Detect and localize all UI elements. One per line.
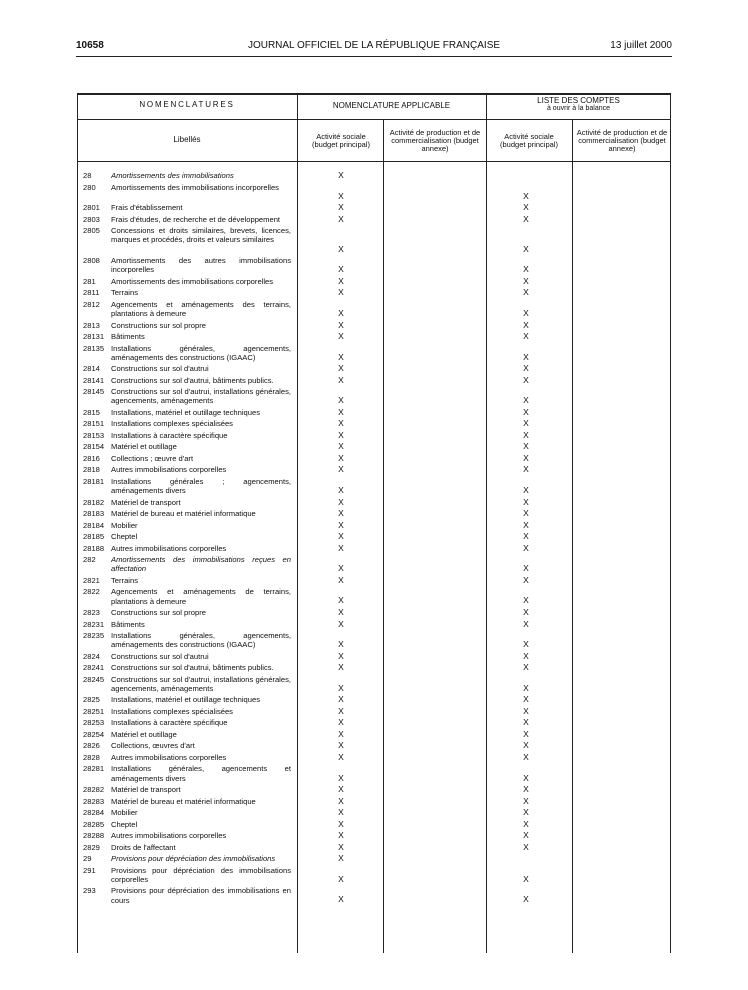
mark-activite-sociale: X	[338, 331, 344, 341]
account-label: Constructions sur sol d'autrui, installations générales, agencements, aménagements	[111, 674, 291, 693]
col-divider-3	[486, 93, 487, 953]
mark-balance-activite-sociale: X	[523, 830, 529, 841]
account-code: 282	[83, 555, 96, 565]
mark-balance-activite-sociale: X	[523, 485, 529, 496]
table-right-border	[670, 93, 671, 953]
account-label: Installations, matériel et outillage techniques	[111, 695, 261, 705]
account-label: Matériel et outillage	[111, 442, 177, 452]
account-code: 293	[83, 886, 96, 896]
mark-balance-activite-sociale: X	[523, 618, 529, 629]
mark-activite-sociale: X	[338, 395, 344, 406]
account-label: Amortissements des immobilisations reçues en affectation	[111, 555, 291, 574]
mark-activite-sociale: X	[338, 452, 344, 463]
mark-balance-activite-sociale: X	[523, 574, 529, 585]
mark-balance-activite-sociale: X	[523, 374, 529, 385]
mark-activite-sociale: X	[338, 772, 344, 783]
col-divider-2	[383, 119, 384, 953]
mark-balance-activite-sociale: X	[523, 772, 529, 783]
mark-balance-activite-sociale: X	[523, 595, 529, 606]
account-code: 2821	[83, 575, 100, 585]
account-code: 281	[83, 276, 96, 286]
mark-balance-activite-sociale: X	[523, 894, 529, 905]
mark-balance-activite-sociale: X	[523, 441, 529, 452]
account-code: 2801	[83, 203, 100, 213]
mark-balance-activite-sociale: X	[523, 452, 529, 463]
journal-title: JOURNAL OFFICIEL DE LA RÉPUBLIQUE FRANÇAISE	[247, 40, 501, 51]
account-code: 28282	[83, 785, 105, 795]
mark-balance-activite-sociale: X	[523, 639, 529, 650]
account-label: Terrains	[111, 288, 139, 298]
account-code: 28	[83, 171, 92, 180]
account-label: Autres immobilisations corporelles	[111, 465, 227, 475]
account-code: 2822	[83, 587, 100, 597]
account-label: Matériel de bureau et matériel informatique	[111, 509, 256, 519]
mark-activite-sociale: X	[338, 190, 344, 201]
mark-activite-sociale: X	[338, 894, 344, 905]
account-code: 2824	[83, 651, 100, 661]
mark-activite-sociale: X	[338, 542, 344, 553]
subheader-libelles: Libellés	[173, 135, 201, 144]
mark-activite-sociale: X	[338, 243, 344, 254]
account-label: Matériel de transport	[111, 497, 181, 507]
mark-balance-activite-sociale: X	[523, 717, 529, 728]
mark-balance-activite-sociale: X	[523, 351, 529, 362]
account-label: Autres immobilisations corporelles	[111, 752, 227, 762]
account-code: 28183	[83, 509, 105, 519]
account-code: 28285	[83, 819, 105, 829]
mark-activite-sociale: X	[338, 287, 344, 298]
account-code: 2814	[83, 364, 100, 374]
account-label: Installations générales ; agencements, aménagements divers	[111, 476, 291, 496]
header-liste	[486, 97, 671, 113]
mark-balance-activite-sociale: X	[523, 418, 529, 429]
account-code: 28141	[83, 375, 105, 385]
subheader-col1: Activité sociale (budget principal)	[312, 132, 370, 149]
account-code: 291	[83, 865, 96, 875]
mark-activite-sociale: X	[338, 807, 344, 818]
account-label: Installations complexes spécialisées	[111, 706, 233, 716]
mark-balance-activite-sociale: X	[523, 363, 529, 374]
mark-activite-sociale: X	[338, 307, 344, 318]
mark-activite-sociale: X	[338, 574, 344, 585]
mark-activite-sociale: X	[338, 563, 344, 574]
mark-activite-sociale: X	[338, 406, 344, 417]
mark-balance-activite-sociale: X	[523, 213, 529, 224]
account-code: 2816	[83, 453, 100, 463]
mark-balance-activite-sociale: X	[523, 542, 529, 553]
account-label: Amortissements des immobilisations	[111, 171, 234, 180]
account-label: Constructions sur sol propre	[111, 608, 206, 617]
account-code: 2825	[83, 695, 100, 705]
account-code: 2805	[83, 226, 100, 236]
account-code: 28253	[83, 718, 105, 728]
mark-activite-sociale: X	[338, 531, 344, 542]
mark-balance-activite-sociale: X	[523, 694, 529, 705]
account-label: Matériel de transport	[111, 785, 181, 795]
mark-activite-sociale: X	[338, 319, 344, 330]
mark-balance-activite-sociale: X	[523, 682, 529, 693]
account-code: 28288	[83, 831, 105, 841]
header-liste-line1: LISTE DES COMPTES	[537, 96, 620, 105]
account-label: Installations, matériel et outillage techniques	[111, 407, 261, 417]
account-label: Mobilier	[111, 520, 138, 530]
publication-date: 13 juillet 2000	[610, 40, 672, 51]
account-label: Terrains	[111, 575, 139, 585]
account-code: 280	[83, 182, 96, 192]
account-label: Cheptel	[111, 819, 138, 829]
account-label: Installations complexes spécialisées	[111, 419, 233, 429]
mark-balance-activite-sociale: X	[523, 406, 529, 417]
account-label: Agencements et aménagements de terrains, plantations à demeure	[111, 587, 291, 606]
mark-activite-sociale: X	[338, 728, 344, 739]
mark-activite-sociale: X	[338, 374, 344, 385]
account-code: 28181	[83, 476, 105, 486]
account-label: Collections, œuvres d'art	[111, 741, 195, 751]
account-code: 2829	[83, 842, 100, 852]
mark-balance-activite-sociale: X	[523, 395, 529, 406]
header-divider	[77, 119, 671, 120]
account-label: Amortissements des autres immobilisations incorporelles	[111, 256, 291, 275]
mark-activite-sociale: X	[338, 682, 344, 693]
account-label: Constructions sur sol d'autrui	[111, 364, 209, 374]
mark-activite-sociale: X	[338, 873, 344, 884]
mark-balance-activite-sociale: X	[523, 496, 529, 507]
account-label: Amortissements des immobilisations corporelles	[111, 276, 274, 286]
mark-activite-sociale: X	[338, 694, 344, 705]
account-label: Bâtiments	[111, 332, 145, 341]
account-code: 28188	[83, 543, 105, 553]
account-code: 28135	[83, 343, 105, 353]
mark-activite-sociale: X	[338, 418, 344, 429]
account-label: Matériel et outillage	[111, 729, 177, 739]
mark-activite-sociale: X	[338, 830, 344, 841]
account-code: 2808	[83, 256, 100, 266]
mark-activite-sociale: X	[338, 351, 344, 362]
account-code: 2812	[83, 299, 100, 309]
account-code: 28241	[83, 663, 105, 673]
mark-balance-activite-sociale: X	[523, 740, 529, 751]
account-label: Installations générales, agencements et aménagements divers	[111, 764, 291, 783]
mark-activite-sociale: X	[338, 740, 344, 751]
account-label: Constructions sur sol d'autrui, installations générales, agencements, aménagements	[111, 387, 291, 406]
mark-balance-activite-sociale: X	[523, 705, 529, 716]
mark-balance-activite-sociale: X	[523, 464, 529, 475]
table-left-border	[77, 93, 78, 953]
mark-activite-sociale: X	[338, 508, 344, 519]
account-code: 2826	[83, 741, 100, 751]
account-label: Installations générales, agencements, aménagements des constructions (IGAAC)	[111, 631, 291, 650]
mark-activite-sociale: X	[338, 853, 344, 864]
mark-balance-activite-sociale: X	[523, 650, 529, 661]
mark-activite-sociale: X	[338, 441, 344, 452]
account-label: Agencements et aménagements des terrains, plantations à demeure	[111, 299, 291, 318]
mark-balance-activite-sociale: X	[523, 818, 529, 829]
account-code: 2813	[83, 320, 100, 330]
mark-activite-sociale: X	[338, 264, 344, 275]
account-code: 28151	[83, 419, 105, 429]
mark-activite-sociale: X	[338, 170, 344, 180]
account-label: Autres immobilisations corporelles	[111, 543, 227, 553]
mark-balance-activite-sociale: X	[523, 287, 529, 298]
mark-activite-sociale: X	[338, 519, 344, 530]
mark-activite-sociale: X	[338, 795, 344, 806]
account-code: 28283	[83, 796, 105, 806]
account-code: 2815	[83, 407, 100, 417]
mark-activite-sociale: X	[338, 705, 344, 716]
col-divider-1	[297, 93, 298, 953]
account-code: 28284	[83, 808, 105, 818]
account-code: 28131	[83, 332, 105, 341]
page-header	[76, 40, 672, 57]
account-code: 28245	[83, 674, 105, 684]
account-code: 2811	[83, 288, 100, 298]
mark-balance-activite-sociale: X	[523, 784, 529, 795]
mark-balance-activite-sociale: X	[523, 751, 529, 762]
account-code: 28184	[83, 520, 105, 530]
mark-balance-activite-sociale: X	[523, 275, 529, 286]
table-top-border	[77, 93, 671, 95]
mark-balance-activite-sociale: X	[523, 243, 529, 254]
account-code: 2828	[83, 752, 100, 762]
account-code: 28281	[83, 764, 105, 774]
subheader-col3: Activité sociale (budget principal)	[500, 132, 558, 149]
mark-balance-activite-sociale: X	[523, 264, 529, 275]
mark-activite-sociale: X	[338, 485, 344, 496]
mark-activite-sociale: X	[338, 496, 344, 507]
mark-activite-sociale: X	[338, 618, 344, 629]
account-code: 28185	[83, 532, 105, 542]
page-number: 10658	[76, 40, 104, 51]
mark-activite-sociale: X	[338, 607, 344, 617]
account-label: Installations à caractère spécifique	[111, 430, 228, 440]
account-label: Provisions pour dépréciation des immobilisations corporelles	[111, 865, 291, 884]
mark-balance-activite-sociale: X	[523, 429, 529, 440]
account-label: Bâtiments	[111, 619, 145, 629]
header-nomenclatures: NOMENCLATURES	[139, 100, 235, 109]
account-label: Constructions sur sol d'autrui, bâtiments publics.	[111, 375, 274, 385]
mark-activite-sociale: X	[338, 464, 344, 475]
account-label: Frais d'établissement	[111, 203, 183, 213]
nomenclature-table	[77, 93, 671, 953]
mark-balance-activite-sociale: X	[523, 807, 529, 818]
account-code: 28145	[83, 387, 105, 397]
mark-balance-activite-sociale: X	[523, 563, 529, 574]
account-code: 29	[83, 854, 92, 864]
col-divider-4	[572, 119, 573, 953]
account-label: Installations générales, agencements, aménagements des constructions (IGAAC)	[111, 343, 291, 362]
header-bottom-border	[77, 161, 671, 162]
mark-activite-sociale: X	[338, 841, 344, 852]
mark-activite-sociale: X	[338, 717, 344, 728]
account-label: Provisions pour dépréciation des immobilisations en cours	[111, 886, 291, 905]
mark-activite-sociale: X	[338, 751, 344, 762]
mark-balance-activite-sociale: X	[523, 873, 529, 884]
account-code: 2803	[83, 214, 100, 224]
mark-balance-activite-sociale: X	[523, 307, 529, 318]
mark-balance-activite-sociale: X	[523, 202, 529, 213]
account-code: 28153	[83, 430, 105, 440]
mark-balance-activite-sociale: X	[523, 841, 529, 852]
mark-balance-activite-sociale: X	[523, 607, 529, 617]
mark-activite-sociale: X	[338, 363, 344, 374]
mark-activite-sociale: X	[338, 639, 344, 650]
account-label: Installations à caractère spécifique	[111, 718, 228, 728]
subheader-col4: Activité de production et de commercialisation (budget annexe)	[576, 128, 668, 153]
mark-balance-activite-sociale: X	[523, 795, 529, 806]
account-code: 28182	[83, 497, 105, 507]
account-label: Matériel de bureau et matériel informatique	[111, 796, 256, 806]
mark-balance-activite-sociale: X	[523, 508, 529, 519]
account-label: Constructions sur sol d'autrui	[111, 651, 209, 661]
mark-balance-activite-sociale: X	[523, 190, 529, 201]
mark-activite-sociale: X	[338, 275, 344, 286]
mark-balance-activite-sociale: X	[523, 728, 529, 739]
account-code: 2818	[83, 465, 100, 475]
mark-activite-sociale: X	[338, 595, 344, 606]
account-label: Provisions pour dépréciation des immobilisations	[111, 854, 276, 864]
mark-activite-sociale: X	[338, 202, 344, 213]
account-label: Frais d'études, de recherche et de développement	[111, 214, 281, 224]
mark-activite-sociale: X	[338, 650, 344, 661]
mark-activite-sociale: X	[338, 818, 344, 829]
mark-balance-activite-sociale: X	[523, 519, 529, 530]
header-liste-line2: à ouvrir à la balance	[546, 105, 611, 112]
account-label: Amortissements des immobilisations incorporelles	[111, 182, 279, 192]
account-code: 28235	[83, 631, 105, 640]
account-label: Mobilier	[111, 808, 138, 818]
account-label: Droits de l'affectant	[111, 842, 176, 852]
mark-balance-activite-sociale: X	[523, 319, 529, 330]
account-label: Constructions sur sol propre	[111, 320, 206, 330]
mark-activite-sociale: X	[338, 213, 344, 224]
account-code: 28254	[83, 729, 105, 739]
mark-balance-activite-sociale: X	[523, 662, 529, 673]
account-label: Constructions sur sol d'autrui, bâtiments publics.	[111, 663, 274, 673]
account-label: Concessions et droits similaires, brevets, licences, marques et procédés, droits et valeurs similaires	[111, 226, 291, 245]
subheader-col2: Activité de production et de commercialisation (budget annexe)	[389, 128, 481, 153]
mark-activite-sociale: X	[338, 429, 344, 440]
account-code: 28154	[83, 442, 105, 452]
account-code: 28231	[83, 619, 105, 629]
account-code: 28251	[83, 706, 105, 716]
mark-activite-sociale: X	[338, 784, 344, 795]
account-label: Collections ; œuvre d'art	[111, 453, 194, 463]
account-label: Cheptel	[111, 532, 138, 542]
account-label: Autres immobilisations corporelles	[111, 831, 227, 841]
mark-balance-activite-sociale: X	[523, 531, 529, 542]
account-code: 2823	[83, 608, 100, 617]
mark-balance-activite-sociale: X	[523, 331, 529, 341]
header-applicable: NOMENCLATURE APPLICABLE	[332, 101, 451, 110]
mark-activite-sociale: X	[338, 662, 344, 673]
